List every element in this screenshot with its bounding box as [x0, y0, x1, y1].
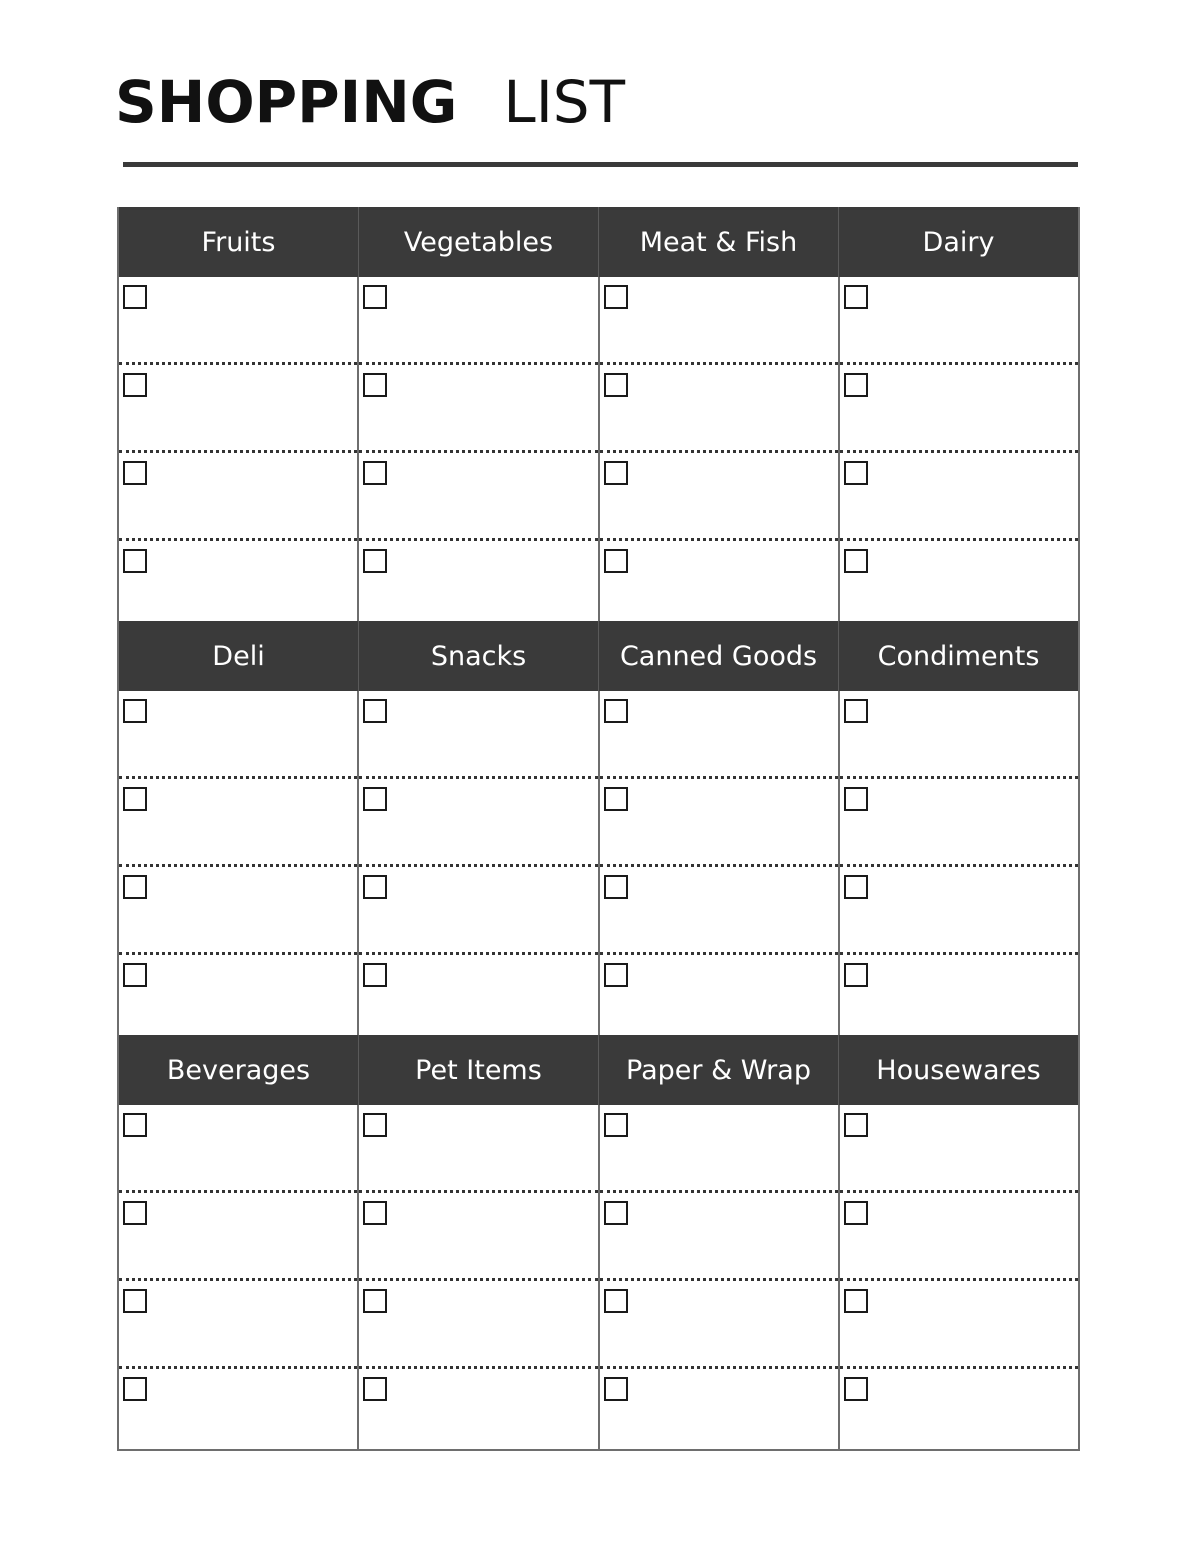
item-checkbox[interactable] — [844, 373, 868, 397]
category-header: Pet Items — [359, 1035, 599, 1105]
category-item-column — [840, 1105, 1078, 1449]
category-item-column — [840, 277, 1078, 621]
category-item-column — [840, 691, 1078, 1035]
item-line[interactable] — [359, 365, 597, 453]
title-divider — [123, 162, 1078, 167]
category-items-row — [119, 277, 1078, 621]
category-header-row — [119, 207, 1078, 277]
category-section — [119, 621, 1078, 1035]
item-line[interactable] — [600, 541, 838, 621]
category-header: Meat & Fish — [599, 207, 839, 277]
item-line[interactable] — [359, 541, 597, 621]
item-line[interactable] — [119, 1369, 357, 1449]
item-line[interactable] — [840, 867, 1078, 955]
item-line[interactable] — [359, 1369, 597, 1449]
item-checkbox[interactable] — [123, 549, 147, 573]
item-line[interactable] — [359, 1105, 597, 1193]
item-checkbox[interactable] — [363, 787, 387, 811]
item-checkbox[interactable] — [604, 875, 628, 899]
category-item-column — [119, 277, 359, 621]
item-line[interactable] — [600, 365, 838, 453]
item-line[interactable] — [600, 1281, 838, 1369]
category-header: Snacks — [359, 621, 599, 691]
category-section — [119, 1035, 1078, 1449]
item-checkbox[interactable] — [844, 1113, 868, 1137]
item-line[interactable] — [359, 1193, 597, 1281]
item-checkbox[interactable] — [123, 285, 147, 309]
item-line[interactable] — [600, 277, 838, 365]
item-checkbox[interactable] — [844, 1201, 868, 1225]
item-line[interactable] — [600, 1369, 838, 1449]
item-checkbox[interactable] — [604, 373, 628, 397]
title-bold: SHOPPING — [115, 68, 458, 136]
item-checkbox[interactable] — [844, 787, 868, 811]
category-header: Fruits — [119, 207, 359, 277]
item-line[interactable] — [119, 1105, 357, 1193]
item-checkbox[interactable] — [123, 1113, 147, 1137]
item-line[interactable] — [119, 541, 357, 621]
item-checkbox[interactable] — [604, 1377, 628, 1401]
item-line[interactable] — [359, 867, 597, 955]
item-checkbox[interactable] — [844, 285, 868, 309]
category-header: Dairy — [922, 226, 995, 258]
item-checkbox[interactable] — [844, 461, 868, 485]
item-line[interactable] — [840, 365, 1078, 453]
item-checkbox[interactable] — [363, 285, 387, 309]
category-header: Beverages — [119, 1035, 359, 1105]
item-checkbox[interactable] — [123, 787, 147, 811]
item-checkbox[interactable] — [123, 461, 147, 485]
category-items-row — [119, 691, 1078, 1035]
item-checkbox[interactable] — [123, 1201, 147, 1225]
item-line[interactable] — [840, 1281, 1078, 1369]
item-line[interactable] — [119, 955, 357, 1035]
item-line[interactable] — [119, 1281, 357, 1369]
item-line[interactable] — [119, 691, 357, 779]
item-checkbox[interactable] — [844, 875, 868, 899]
category-items-row — [119, 1105, 1078, 1449]
item-line[interactable] — [600, 453, 838, 541]
item-line[interactable] — [119, 779, 357, 867]
item-line[interactable] — [359, 277, 597, 365]
category-header-row — [119, 621, 1078, 691]
item-checkbox[interactable] — [844, 1377, 868, 1401]
item-checkbox[interactable] — [363, 1201, 387, 1225]
item-line[interactable] — [359, 955, 597, 1035]
item-line[interactable] — [600, 691, 838, 779]
category-header: Condiments — [877, 640, 1040, 672]
item-line[interactable] — [840, 779, 1078, 867]
item-checkbox[interactable] — [844, 549, 868, 573]
item-checkbox[interactable] — [363, 699, 387, 723]
item-checkbox[interactable] — [363, 1377, 387, 1401]
item-line[interactable] — [359, 453, 597, 541]
item-checkbox[interactable] — [363, 461, 387, 485]
item-checkbox[interactable] — [604, 549, 628, 573]
item-line[interactable] — [600, 779, 838, 867]
item-line[interactable] — [600, 955, 838, 1035]
item-checkbox[interactable] — [844, 1289, 868, 1313]
category-item-column — [119, 691, 359, 1035]
item-checkbox[interactable] — [363, 875, 387, 899]
category-header: Vegetables — [359, 207, 599, 277]
item-checkbox[interactable] — [363, 373, 387, 397]
item-line[interactable] — [119, 453, 357, 541]
item-checkbox[interactable] — [123, 373, 147, 397]
item-checkbox[interactable] — [363, 549, 387, 573]
item-line[interactable] — [119, 867, 357, 955]
item-line[interactable] — [840, 1369, 1078, 1449]
item-checkbox[interactable] — [123, 963, 147, 987]
item-line[interactable] — [600, 1193, 838, 1281]
item-checkbox[interactable] — [123, 699, 147, 723]
category-item-column — [600, 691, 840, 1035]
item-checkbox[interactable] — [604, 787, 628, 811]
item-checkbox[interactable] — [123, 1289, 147, 1313]
item-line[interactable] — [840, 277, 1078, 365]
item-checkbox[interactable] — [604, 461, 628, 485]
item-checkbox[interactable] — [604, 1201, 628, 1225]
item-line[interactable] — [840, 1105, 1078, 1193]
shopping-grid — [117, 207, 1080, 1451]
item-line[interactable] — [119, 277, 357, 365]
category-header-row — [119, 1035, 1078, 1105]
item-line[interactable] — [600, 867, 838, 955]
item-line[interactable] — [840, 541, 1078, 621]
category-item-column — [359, 1105, 599, 1449]
item-checkbox[interactable] — [604, 1113, 628, 1137]
item-line[interactable] — [119, 365, 357, 453]
item-checkbox[interactable] — [844, 963, 868, 987]
item-line[interactable] — [359, 1281, 597, 1369]
item-checkbox[interactable] — [363, 963, 387, 987]
item-checkbox[interactable] — [604, 699, 628, 723]
category-item-column — [600, 1105, 840, 1449]
item-checkbox[interactable] — [604, 1289, 628, 1313]
item-line[interactable] — [119, 1193, 357, 1281]
item-line[interactable] — [840, 1193, 1078, 1281]
item-line[interactable] — [359, 691, 597, 779]
item-line[interactable] — [600, 1105, 838, 1193]
item-line[interactable] — [359, 779, 597, 867]
item-checkbox[interactable] — [363, 1113, 387, 1137]
item-checkbox[interactable] — [604, 285, 628, 309]
title-light: LIST — [503, 68, 626, 136]
category-header: Paper & Wrap — [599, 1035, 839, 1105]
category-section — [119, 207, 1078, 621]
page-title — [115, 66, 625, 138]
category-item-column — [359, 691, 599, 1035]
category-item-column — [600, 277, 840, 621]
item-line[interactable] — [840, 691, 1078, 779]
category-header: Housewares — [876, 1054, 1041, 1086]
category-header: Deli — [119, 621, 359, 691]
category-header: Canned Goods — [599, 621, 839, 691]
item-checkbox[interactable] — [363, 1289, 387, 1313]
item-checkbox[interactable] — [604, 963, 628, 987]
item-checkbox[interactable] — [123, 875, 147, 899]
item-line[interactable] — [840, 453, 1078, 541]
category-item-column — [119, 1105, 359, 1449]
category-item-column — [359, 277, 599, 621]
item-checkbox[interactable] — [844, 699, 868, 723]
item-line[interactable] — [840, 955, 1078, 1035]
item-checkbox[interactable] — [123, 1377, 147, 1401]
